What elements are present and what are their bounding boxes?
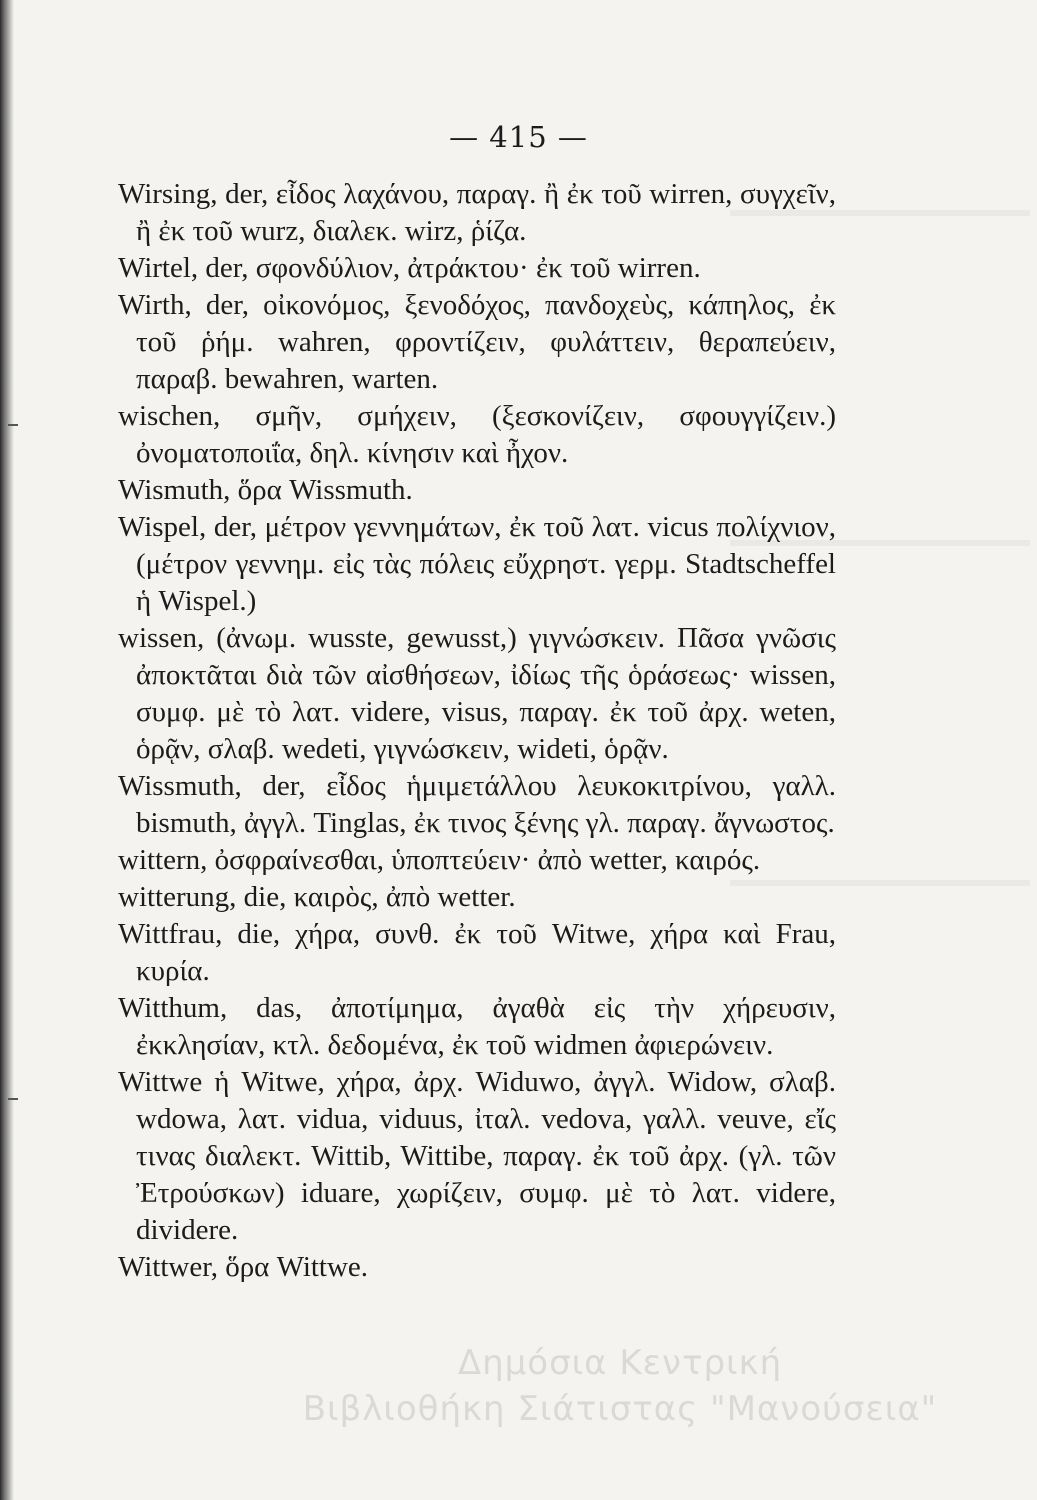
- entry-wittern: wittern, ὀσφραίνεσθαι, ὑποπτεύειν· ἀπὸ wetter, καιρός.: [118, 844, 761, 876]
- page-binding-edge: [0, 0, 14, 1500]
- page-number: — 415 —: [449, 120, 588, 154]
- library-watermark: [230, 1340, 1010, 1432]
- entry-wispel: Wispel, der, μέτρον γεννημάτων, ἐκ τοῦ λατ. vicus πολίχνιον, (μέτρον γεννημ. εἰς τὰς πόλεις εὔχρηστ. γερμ. Stadtscheffel ἡ Wispel.): [118, 511, 836, 617]
- entry-wissmuth: Wissmuth, der, εἶδος ἡμιμετάλλου λευκοκιτρίνου, γαλλ. bismuth, ἀγγλ. Tinglas, ἐκ τινος ξένης γλ. παραγ. ἄγνωστος.: [118, 770, 836, 839]
- entry-wittfrau: Wittfrau, die, χήρα, συνθ. ἐκ τοῦ Witwe, χήρα καὶ Frau, κυρία.: [118, 918, 836, 987]
- margin-mark: [8, 1098, 18, 1100]
- entry-wischen: wischen, σμῆν, σμήχειν, (ξεσκονίζειν, σφουγγίζειν.) ὀνοματοποιΐα, δηλ. κίνησιν καὶ ἦχον.: [118, 400, 836, 469]
- entry-witterung: witterung, die, καιρὸς, ἀπὸ wetter.: [118, 881, 516, 913]
- watermark-line-1: Δημόσια Κεντρική: [457, 1343, 783, 1383]
- entry-wissen: wissen, (ἀνωμ. wusste, gewusst,) γιγνώσκειν. Πᾶσα γνῶσις ἀποκτᾶται διὰ τῶν αἰσθήσεων, ἰδίως τῆς ὁράσεως· wissen, συμφ. μὲ τὸ λατ. videre, visus, παραγ. ἐκ τοῦ ἀρχ. weten, ὁρᾷν, σλαβ. wedeti, γιγνώσκειν, wideti, ὁρᾷν.: [118, 622, 836, 765]
- entry-witthum: Witthum, das, ἀποτίμημα, ἀγαθὰ εἰς τὴν χήρευσιν, ἐκκλησίαν, κτλ. δεδομένα, ἐκ τοῦ widmen ἀφιερώνειν.: [118, 992, 836, 1061]
- entry-wirth: Wirth, der, οἰκονόμος, ξενοδόχος, πανδοχεὺς, κάπηλος, ἐκ τοῦ ῥήμ. wahren, φροντίζειν, φυλάττειν, θεραπεύειν, παραβ. bewahren, warten.: [118, 289, 836, 395]
- entry-wittwer: Wittwer, ὅρα Wittwe.: [118, 1251, 369, 1283]
- margin-mark: [8, 424, 18, 426]
- entry-wirsing: Wirsing, der, εἶδος λαχάνου, παραγ. ἢ ἐκ τοῦ wirren, συγχεῖν, ἢ ἐκ τοῦ wurz, διαλεκ. wirz, ῥίζα.: [118, 178, 836, 247]
- entry-wirtel: Wirtel, der, σφονδύλιον, ἀτράκτου· ἐκ τοῦ wirren.: [118, 252, 701, 284]
- entry-wismuth: Wismuth, ὅρα Wissmuth.: [118, 474, 413, 506]
- dictionary-entries: [118, 176, 836, 1286]
- entry-wittwe: Wittwe ἡ Witwe, χήρα, ἀρχ. Widuwo, ἀγγλ. Widow, σλαβ. wdowa, λατ. vidua, viduus, ἰταλ. vedova, γαλλ. veuve, εἴς τινας διαλεκτ. Wittib, Wittibe, παραγ. ἐκ τοῦ ἀρχ. (γλ. τῶν Ἐτρούσκων) iduare, χωρίζειν, συμφ. μὲ τὸ λατ. videre, dividere.: [118, 1066, 836, 1246]
- watermark-line-2: Βιβλιοθήκη Σιάτιστας "Μανούσεια": [302, 1389, 938, 1429]
